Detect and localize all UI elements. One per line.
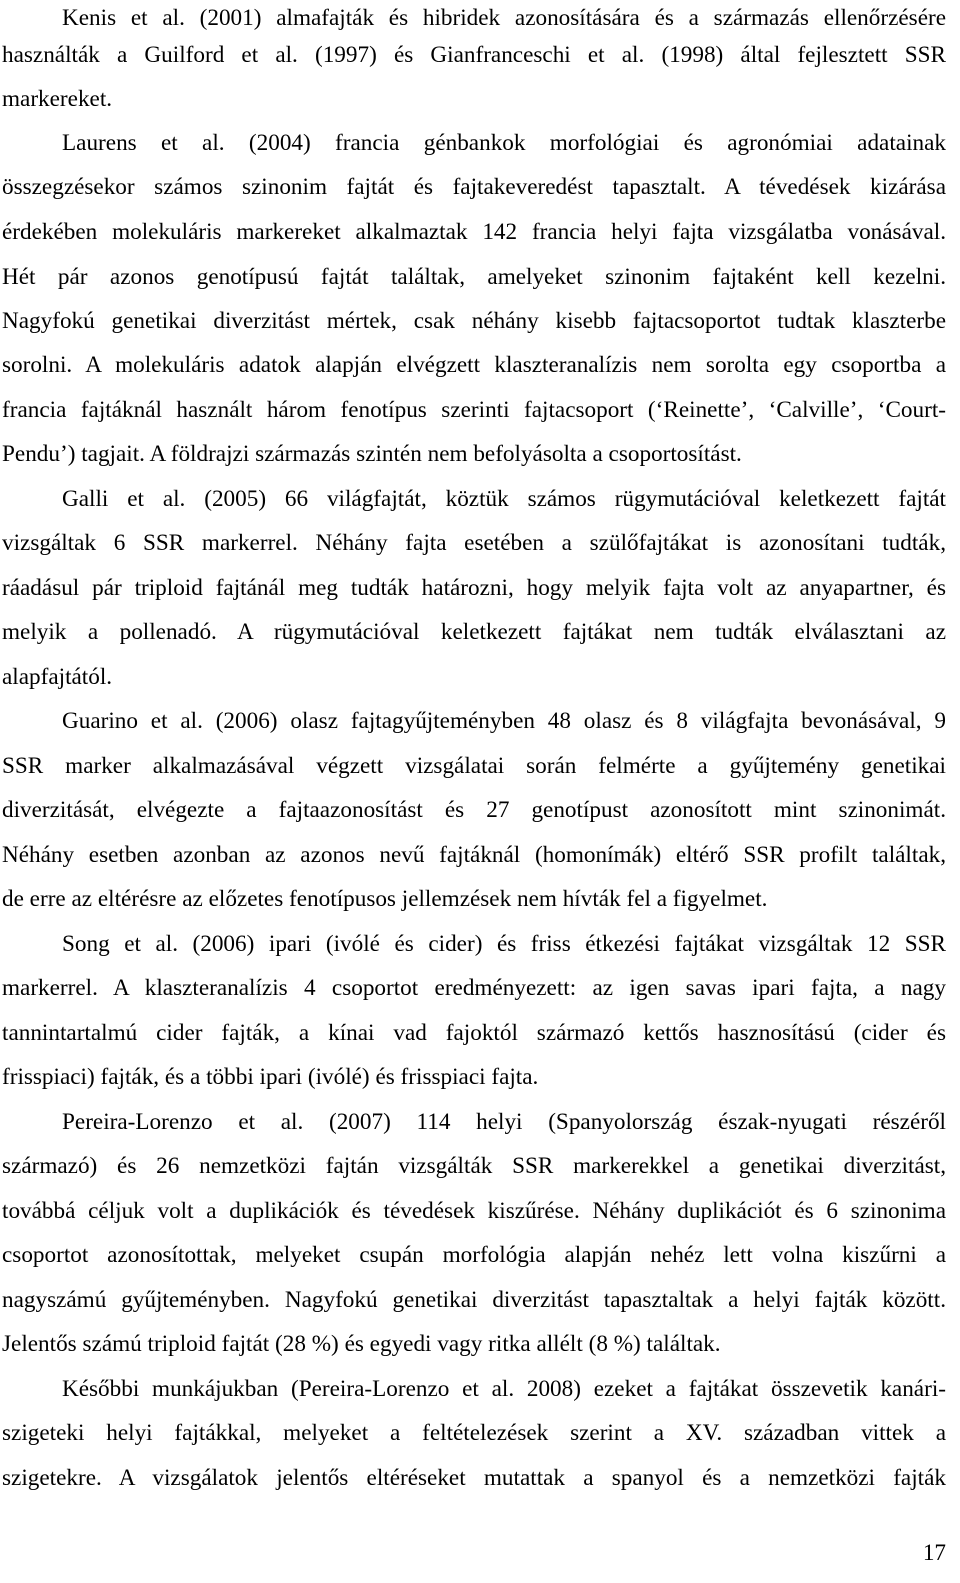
paragraph-line: szigeteki helyi fajtákkal, melyeket a feltételezések szerint a XV. században vittek a [2,1420,946,1446]
paragraph-line: de erre az eltérésre az előzetes fenotípusos jellemzések nem hívták fel a figyelmet. [2,886,768,912]
paragraph-line: Későbbi munkájukban (Pereira-Lorenzo et al. 2008) ezeket a fajtákat összevetik kanári- [62,1376,946,1402]
paragraph-line: alapfajtától. [2,664,113,690]
paragraph-line: továbbá céljuk volt a duplikációk és tévedések kiszűrése. Néhány duplikációt és 6 szinonima [2,1198,946,1224]
paragraph-line: Pendu’) tagjait. A földrajzi származás szintén nem befolyásolta a csoportosítást. [2,441,742,467]
paragraph-line: frisspiaci) fajták, és a többi ipari (ivólé) és frisspiaci fajta. [2,1064,539,1090]
paragraph-line: francia fajtáknál használt három fenotípus szerinti fajtacsoport (‘Reinette’, ‘Calville’, ‘Court- [2,397,946,423]
paragraph-line: Galli et al. (2005) 66 világfajtát, köztük számos rügymutációval keletkezett fajtát [62,486,946,512]
paragraph-line: Song et al. (2006) ipari (ivólé és cider) és friss étkezési fajtákat vizsgáltak 12 SSR [62,931,946,957]
paragraph-line: Néhány esetben azonban az azonos nevű fajtáknál (homonímák) eltérő SSR profilt találtak, [2,842,946,868]
paragraph-line: Kenis et al. (2001) almafajták és hibridek azonosítására és a származás ellenőrzésére [62,5,946,31]
paragraph-line: ráadásul pár triploid fajtánál meg tudták határozni, hogy melyik fajta volt az anyapartner, és [2,575,946,601]
paragraph-line: sorolni. A molekuláris adatok alapján elvégzett klaszteranalízis nem sorolta egy csoportba a [2,352,946,378]
paragraph-line: szigetekre. A vizsgálatok jelentős eltéréseket mutattak a spanyol és a nemzetközi fajták [2,1465,946,1491]
paragraph-line: Laurens et al. (2004) francia génbankok morfológiai és agronómiai adatainak [62,130,946,156]
paragraph-line: származó) és 26 nemzetközi fajtán vizsgálták SSR markerekkel a genetikai diverzitást, [2,1153,946,1179]
paragraph-line: Pereira-Lorenzo et al. (2007) 114 helyi (Spanyolország észak-nyugati részéről [62,1109,946,1135]
paragraph-line: érdekében molekuláris markereket alkalmaztak 142 francia helyi fajta vizsgálatba vonásával. [2,219,946,245]
paragraph-line: Nagyfokú genetikai diverzitást mértek, csak néhány kisebb fajtacsoportot tudtak klaszterbe [2,308,946,334]
paragraph-line: Jelentős számú triploid fajtát (28 %) és egyedi vagy ritka allélt (8 %) találtak. [2,1331,721,1357]
paragraph-line: markerrel. A klaszteranalízis 4 csoportot eredményezett: az igen savas ipari fajta, a nagy [2,975,946,1001]
page-number: 17 [922,1540,946,1566]
paragraph-line: diverzitását, elvégezte a fajtaazonosítást és 27 genotípust azonosított mint szinonimát. [2,797,946,823]
paragraph-line: melyik a pollenadó. A rügymutációval keletkezett fajtákat nem tudták elválasztani az [2,619,946,645]
paragraph-line: vizsgáltak 6 SSR markerrel. Néhány fajta esetében a szülőfajtákat is azonosítani tudták, [2,530,946,556]
paragraph-line: tannintartalmú cider fajták, a kínai vad fajoktól származó kettős hasznosítású (cider és [2,1020,946,1046]
paragraph-line: csoportot azonosítottak, melyeket csupán morfológia alapján nehéz lett volna kiszűrni a [2,1242,946,1268]
paragraph-line: SSR marker alkalmazásával végzett vizsgálatai során felmérte a gyűjtemény genetikai [2,753,946,779]
paragraph-line: nagyszámú gyűjteményben. Nagyfokú genetikai diverzitást tapasztaltak a helyi fajták között. [2,1287,946,1313]
paragraph-line: Hét pár azonos genotípusú fajtát találtak, amelyeket szinonim fajtaként kell kezelni. [2,264,946,290]
paragraph-line: összegzésekor számos szinonim fajtát és fajtakeveredést tapasztalt. A tévedések kizárása [2,174,946,200]
paragraph-line: használták a Guilford et al. (1997) és Gianfranceschi et al. (1998) által fejlesztett SSR [2,42,946,68]
paragraph-line: Guarino et al. (2006) olasz fajtagyűjteményben 48 olasz és 8 világfajta bevonásával, 9 [62,708,946,734]
paragraph-line: markereket. [2,86,113,112]
